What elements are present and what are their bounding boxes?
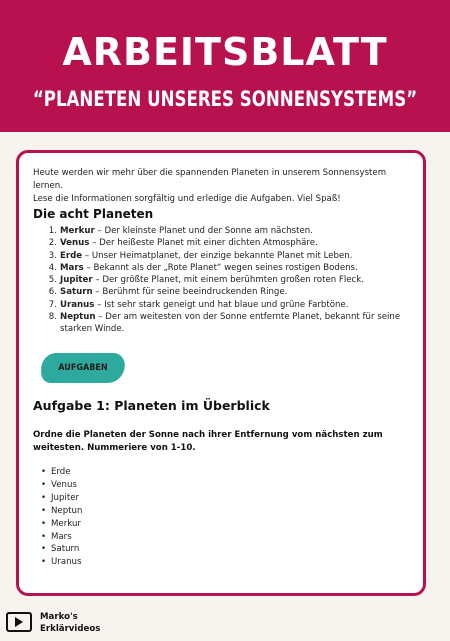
list-item: • Mars xyxy=(41,531,82,544)
tasks-badge: AUFGABEN xyxy=(41,353,125,383)
order-list xyxy=(41,466,82,569)
page-title: ARBEITSBLATT xyxy=(62,30,388,74)
list-item: • Saturn xyxy=(41,543,82,556)
list-item: • Jupiter xyxy=(41,492,82,505)
footer-line-2: Erklärvideos xyxy=(40,624,101,634)
list-item: 1. Merkur – Der kleinste Planet und der Sonne am nächsten. xyxy=(48,226,313,236)
list-item: 3. Erde – Unser Heimatplanet, der einzige bekannte Planet mit Leben. xyxy=(48,250,353,261)
intro-line-1: Heute werden wir mehr über die spannenden Planeten in unserem Sonnensystem lernen. xyxy=(33,168,387,191)
list-item: • Erde xyxy=(41,466,82,479)
planet-list xyxy=(33,225,409,336)
list-item: 2. Venus – Der heißeste Planet mit einer dichten Atmosphäre. xyxy=(48,238,318,249)
list-item: 7. Uranus – Ist sehr stark geneigt und hat blaue und grüne Farbtöne. xyxy=(48,299,349,310)
footer-line-1: Marko's xyxy=(40,612,78,622)
task-heading: Aufgabe 1: Planeten im Überblick xyxy=(33,398,270,413)
list-item: 6. Saturn – Berühmt für seine beeindruckenden Ringe. xyxy=(48,287,288,298)
task-instruction: Ordne die Planeten der Sonne nach ihrer Entfernung vom nächsten zum weitesten. Nummeriere von 1-10. xyxy=(33,430,383,453)
intro-text xyxy=(33,167,409,206)
page-subtitle: “PLANETEN UNSERES SONNENSYSTEMS” xyxy=(32,87,418,111)
list-item: 5. Jupiter – Der größte Planet, mit einem berühmten großen roten Fleck. xyxy=(48,275,364,286)
content-card xyxy=(16,150,426,596)
list-item: • Neptun xyxy=(41,505,82,518)
list-item: • Venus xyxy=(41,479,82,492)
list-item: • Merkur xyxy=(41,518,82,531)
intro-line-2: Lese die Informationen sorgfältig und erledige die Aufgaben. Viel Spaß! xyxy=(33,194,341,204)
section-heading: Die acht Planeten xyxy=(33,207,154,221)
header-banner xyxy=(0,0,450,132)
play-icon xyxy=(6,612,32,632)
list-item: 8. Neptun – Der am weitesten von der Sonne entfernte Planet, bekannt für seine starken Winde. xyxy=(48,312,401,335)
footer-brand xyxy=(40,611,100,635)
list-item: • Uranus xyxy=(41,556,82,569)
list-item: 4. Mars – Bekannt als der „Rote Planet“ wegen seines rostigen Bodens. xyxy=(48,262,358,273)
